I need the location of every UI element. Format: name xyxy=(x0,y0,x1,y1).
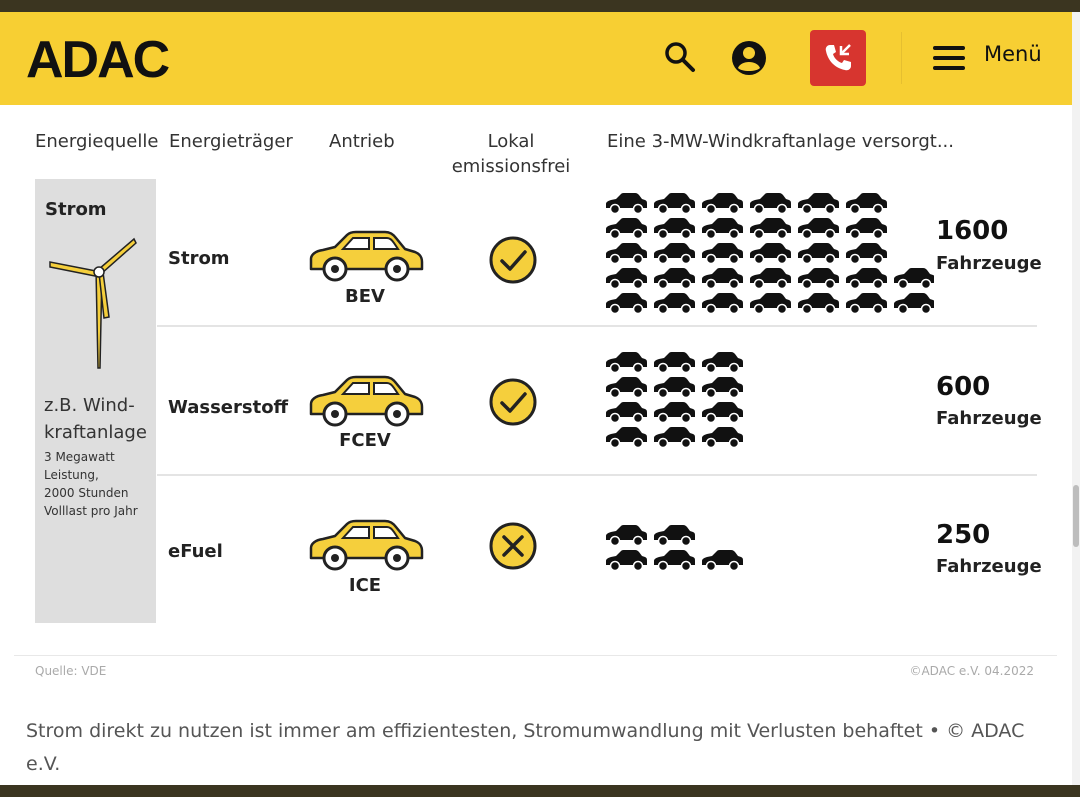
vehicle-pictogram xyxy=(894,268,934,289)
source-note: Quelle: VDE xyxy=(35,664,107,678)
vehicle-pictogram xyxy=(750,218,791,239)
source-desc-line3: 2000 Stunden xyxy=(44,486,129,500)
vehicle-count-strom: 1600 xyxy=(936,216,1009,246)
vehicle-pictogram xyxy=(702,243,743,264)
vehicle-pictogram xyxy=(606,218,647,239)
source-name-line2: kraftanlage xyxy=(44,422,147,443)
vehicle-pictogram xyxy=(702,550,743,571)
vehicle-pictogram xyxy=(654,293,695,314)
menu-button[interactable]: Menü xyxy=(984,42,1042,66)
vehicle-pictogram xyxy=(702,193,743,214)
row-carrier-strom: Strom xyxy=(168,248,230,269)
vehicle-pictogram xyxy=(702,218,743,239)
vehicle-pictogram xyxy=(798,268,839,289)
vehicle-pictogram xyxy=(654,268,695,289)
car-icon xyxy=(305,518,425,574)
row-divider xyxy=(157,325,1037,327)
vehicle-pictogram xyxy=(846,218,887,239)
col-lokal xyxy=(441,131,581,177)
source-desc-line4: Volllast pro Jahr xyxy=(44,504,138,518)
vehicle-pictogram xyxy=(846,193,887,214)
scrollbar-thumb[interactable] xyxy=(1073,485,1079,547)
copyright-note: ©ADAC e.V. 04.2022 xyxy=(909,664,1034,678)
col-energiequelle: Energiequelle xyxy=(35,131,159,152)
menu-icon[interactable] xyxy=(933,46,965,70)
page xyxy=(0,12,1072,785)
vehicle-pictogram xyxy=(606,293,647,314)
vehicle-pictogram xyxy=(654,550,695,571)
vehicle-pictogram xyxy=(798,193,839,214)
vehicle-fleet-efuel xyxy=(604,524,934,574)
vehicle-pictogram xyxy=(606,525,647,546)
vehicle-pictogram xyxy=(702,427,743,448)
vehicle-pictogram xyxy=(702,293,743,314)
vehicle-pictogram xyxy=(606,402,647,423)
vehicle-pictogram xyxy=(654,427,695,448)
vehicle-pictogram xyxy=(606,193,647,214)
vehicle-count-wasserstoff: 600 xyxy=(936,372,991,402)
wind-turbine-icon xyxy=(46,235,140,370)
vehicle-pictogram xyxy=(654,218,695,239)
row-carrier-wasserstoff: Wasserstoff xyxy=(168,397,289,418)
vehicle-pictogram xyxy=(654,193,695,214)
car-icon xyxy=(305,374,425,430)
vehicle-pictogram xyxy=(798,243,839,264)
vehicle-pictogram xyxy=(750,243,791,264)
car-icon xyxy=(305,229,425,285)
vehicle-fleet-wasserstoff xyxy=(604,351,934,451)
vehicle-pictogram xyxy=(846,268,887,289)
cross-icon xyxy=(489,522,537,570)
source-name-line1: z.B. Wind- xyxy=(44,395,135,416)
vehicle-pictogram xyxy=(846,293,887,314)
row-divider xyxy=(157,474,1037,476)
vehicle-pictogram xyxy=(798,293,839,314)
drive-type-ice: ICE xyxy=(348,575,382,596)
vehicle-pictogram xyxy=(654,402,695,423)
vehicle-pictogram xyxy=(654,377,695,398)
scrollbar-track[interactable] xyxy=(1072,12,1080,785)
vehicle-unit-efuel: Fahrzeuge xyxy=(936,556,1042,577)
source-description xyxy=(44,448,138,520)
vehicle-pictogram xyxy=(606,268,647,289)
account-icon[interactable] xyxy=(731,40,767,76)
vehicle-pictogram xyxy=(750,268,791,289)
col-versorgt: Eine 3-MW-Windkraftanlage versorgt... xyxy=(607,131,955,152)
image-caption: Strom direkt zu nutzen ist immer am effizientesten, Stromumwandlung mit Verlusten behaftet • © ADAC e.V. xyxy=(26,720,1025,775)
col-antrieb: Antrieb xyxy=(329,131,395,152)
vehicle-pictogram xyxy=(702,268,743,289)
vehicle-unit-wasserstoff: Fahrzeuge xyxy=(936,408,1042,429)
vehicle-pictogram xyxy=(654,352,695,373)
col-lokal-line1: Lokal xyxy=(487,131,535,152)
vehicle-pictogram xyxy=(798,218,839,239)
vehicle-pictogram xyxy=(606,243,647,264)
vehicle-pictogram xyxy=(702,402,743,423)
vehicle-pictogram xyxy=(894,293,934,314)
col-energietraeger: Energieträger xyxy=(169,131,293,152)
header-divider xyxy=(901,32,902,84)
site-header xyxy=(0,12,1072,105)
vehicle-pictogram xyxy=(606,377,647,398)
vehicle-pictogram xyxy=(606,427,647,448)
row-carrier-efuel: eFuel xyxy=(168,541,223,562)
call-button[interactable] xyxy=(810,30,866,86)
vehicle-pictogram xyxy=(654,243,695,264)
source-name xyxy=(44,392,147,446)
col-lokal-line2: emissionsfrei xyxy=(451,156,571,177)
vehicle-pictogram xyxy=(606,550,647,571)
vehicle-count-efuel: 250 xyxy=(936,520,991,550)
drive-type-fcev: FCEV xyxy=(339,430,391,451)
vehicle-pictogram xyxy=(702,352,743,373)
vehicle-fleet-strom xyxy=(604,192,934,317)
check-icon xyxy=(489,236,537,284)
adac-logo[interactable]: ADAC xyxy=(26,31,169,89)
vehicle-pictogram xyxy=(750,293,791,314)
phone-icon xyxy=(822,42,854,74)
source-desc-line1: 3 Megawatt xyxy=(44,450,115,464)
vehicle-pictogram xyxy=(606,352,647,373)
check-icon xyxy=(489,378,537,426)
vehicle-pictogram xyxy=(702,377,743,398)
search-icon[interactable] xyxy=(664,41,696,73)
vehicle-pictogram xyxy=(846,243,887,264)
vehicle-unit-strom: Fahrzeuge xyxy=(936,253,1042,274)
vehicle-pictogram xyxy=(654,525,695,546)
source-title: Strom xyxy=(45,199,107,220)
source-desc-line2: Leistung, xyxy=(44,468,99,482)
vehicle-pictogram xyxy=(750,193,791,214)
footer-divider xyxy=(14,655,1057,656)
drive-type-bev: BEV xyxy=(345,286,385,307)
